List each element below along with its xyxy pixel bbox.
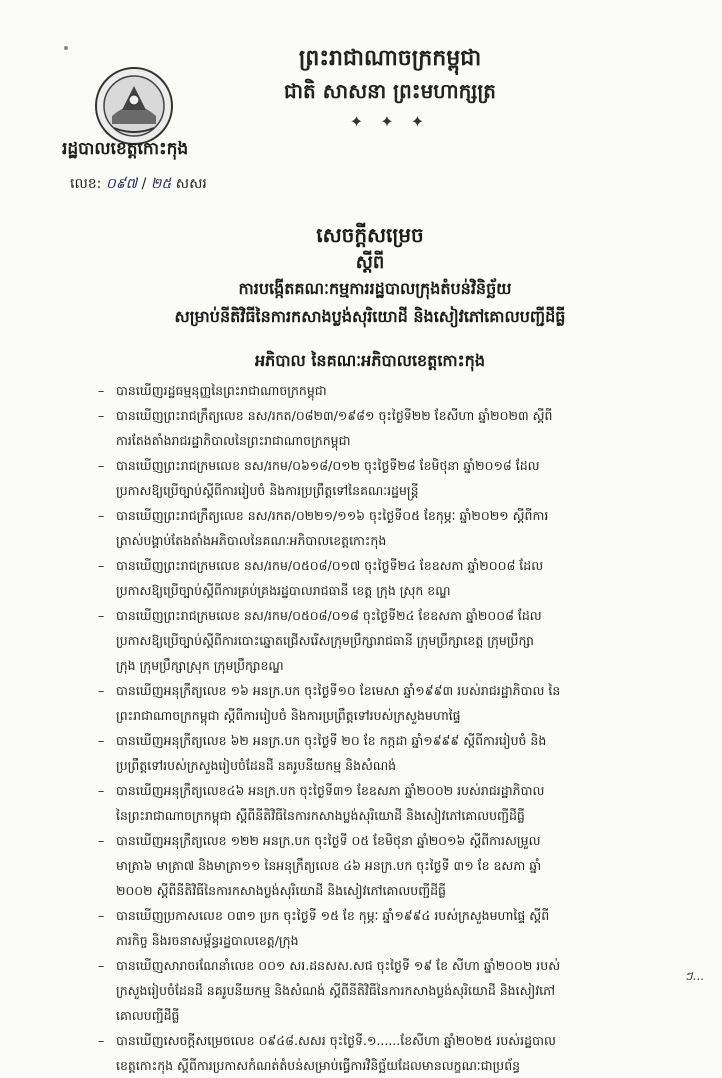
kingdom-title: ព្រះរាជាណាចក្រកម្ពុជា [298, 45, 482, 71]
consideration-line: គោលបញ្ជីដីធ្លី [116, 1008, 180, 1023]
pencil-dot [64, 46, 68, 50]
consideration-line: – បានឃើញអនុក្រឹត្យលេខ៤៦ អនក្រ.បក ចុះថ្ងៃទី៣១ ខែឧសភា ឆ្នាំ២០០២ របស់រាជរដ្ឋាភិបាល [96, 778, 696, 803]
consideration-line: – បានឃើញព្រះរាជក្រមលេខ នស/រកម/០៥០៨/០១៨ ចុះថ្ងៃទី២៤ ខែឧសភា ឆ្នាំ២០០៨ ដែល [96, 603, 696, 628]
consideration-line: ត្រាស់បង្គាប់តែងតាំងអភិបាលនៃគណៈអភិបាលខេត្តកោះកុង [116, 533, 387, 548]
document-heading-1: ការបង្កើតគណៈកម្មការរដ្ឋបាលក្រុងតំបន់វិនិច្ឆ័យ [238, 279, 512, 298]
consideration-line: – បានឃើញសេចក្តីសម្រេចលេខ ០៩៤៨.សសរ ចុះថ្ងៃទី.១......ខែសីហា ឆ្នាំ២០២៥ របស់រដ្ឋបាល [96, 1028, 696, 1053]
consideration-line: ២០០២ ស្តីពីនីតិវិធីនៃការកសាងប្លង់សុរិយោដី និងសៀវភៅគោលបញ្ជីដីធ្លី [116, 883, 446, 898]
consideration-line: – បានឃើញប្រកាសលេខ ០៣១ ប្រក ចុះថ្ងៃទី ១៥ ខែ កុម្ភៈ ឆ្នាំ១៩៩៤ របស់ក្រសួងមហាផ្ទៃ ស្តីពី [96, 903, 696, 928]
consideration-line: នៃព្រះរាជាណាចក្រកម្ពុជា ស្តីពីនីតិវិធីនៃការកសាងប្លង់សុរិយោដី និងសៀវភៅគោលបញ្ជីដីធ្លី [116, 808, 525, 823]
national-motto: ជាតិ សាសនា ព្រះមហាក្សត្រ [284, 79, 496, 103]
consideration-line: ព្រះរាជាណាចក្រកម្ពុជា ស្តីពីការរៀបចំ និងការប្រព្រឹត្តទៅរបស់ក្រសួងមហាផ្ទៃ [116, 708, 461, 723]
consideration-line: ខេត្តកោះកុង ស្តីពីការប្រកាសកំណត់តំបន់សម្រាប់ធ្វើការវិនិច្ឆ័យដែលមានលក្ខណៈជាប្រព័ន្ធ [116, 1058, 521, 1073]
corner-initials: ៗ... [684, 969, 704, 983]
consideration-line: ប្រព្រឹត្តទៅរបស់ក្រសួងរៀបចំដែនដី នគរូបនីយកម្ម និងសំណង់ [116, 758, 397, 773]
consideration-line: – បានឃើញអនុក្រឹត្យលេខ ១២២ អនក្រ.បក ចុះថ្ងៃទី ០៥ ខែមិថុនា ឆ្នាំ២០១៦ ស្តីពីការសម្រួល [96, 828, 696, 853]
provincial-seal-icon [94, 66, 174, 146]
consideration-line: ក្រសួងរៀបចំដែនដី នគរូបនីយកម្ម និងសំណង់ ស្តីពីនីតិវិធីនៃការកសាងប្លង់សុរិយោដី និងសៀវភៅ [116, 983, 556, 998]
issuing-authority: រដ្ឋបាលខេត្តកោះកុង [62, 139, 189, 159]
ref-suffix: សសរ [175, 176, 207, 192]
consideration-line: – បានឃើញអនុក្រឹត្យលេខ ១៦ អនក្រ.បក ចុះថ្ងៃទី១០ ខែមេសា ឆ្នាំ១៩៩៣ របស់រាជរដ្ឋាភិបាល នៃ [96, 678, 696, 703]
consideration-line: – បានឃើញព្រះរាជក្រមលេខ នស/រកម/០៦១៨/០១២ ចុះថ្ងៃទី២៨ ខែមិថុនា ឆ្នាំ២០១៨ ដែល [96, 453, 696, 478]
document-title: សេចក្តីសម្រេច [316, 223, 424, 247]
document-heading-2: សម្រាប់នីតិវិធីនៃការកសាងប្លង់សុរិយោដី និងសៀវភៅគោលបញ្ជីដីធ្លី [174, 307, 566, 326]
consideration-line: ការតែងតាំងរាជរដ្ឋាភិបាលនៃព្រះរាជាណាចក្រកម្ពុជា [116, 433, 351, 448]
consideration-line: – បានឃើញព្រះរាជក្រមលេខ នស/រកម/០៥០៨/០១៧ ចុះថ្ងៃទី២៤ ខែឧសភា ឆ្នាំ២០០៨ ដែល [96, 553, 696, 578]
ornament-divider: ✦ ✦ ✦ [349, 112, 431, 131]
governor-heading: អភិបាល នៃគណៈអភិបាលខេត្តកោះកុង [255, 351, 485, 370]
document-subject-label: ស្តីពី [355, 252, 385, 273]
ref-year: ២៥ [150, 176, 172, 192]
consideration-line: ប្រកាសឱ្យប្រើច្បាប់ស្តីពីការរៀបចំ និងការប្រព្រឹត្តទៅនៃគណៈរដ្ឋមន្ត្រី [116, 483, 419, 498]
consideration-line: – បានឃើញព្រះរាជក្រឹត្យលេខ នស/រកត/០៨២៣/១៩៨១ ចុះថ្ងៃទី២២ ខែសីហា ឆ្នាំ២០២៣ ស្តីពី [96, 403, 696, 428]
consideration-line: – បានឃើញព្រះរាជក្រឹត្យលេខ នស/រកត/០២២១/១១៦ ចុះថ្ងៃទី០៥ ខែកុម្ភៈ ឆ្នាំ២០២១ ស្តីពីការ [96, 503, 696, 528]
consideration-line: មាត្រា៦ មាត្រា៧ និងមាត្រា១១ នៃអនុក្រឹត្យលេខ ៤៦ អនក្រ.បក ចុះថ្ងៃទី ៣១ ខែ ឧសភា ឆ្នាំ [116, 858, 542, 873]
ref-number: ០៩៧ [105, 176, 138, 192]
consideration-line: ប្រកាសឱ្យប្រើច្បាប់ស្តីពីការគ្រប់គ្រងរដ្ឋបាលរាជធានី ខេត្ត ក្រុង ស្រុក ខណ្ឌ [116, 583, 451, 598]
consideration-line: – បានឃើញរដ្ឋធម្មនុញ្ញនៃព្រះរាជាណាចក្រកម្ពុជា [96, 378, 696, 403]
consideration-line: – បានឃើញអនុក្រឹត្យលេខ ៦២ អនក្រ.បក ចុះថ្ងៃទី ២០ ខែ កក្កដា ឆ្នាំ១៩៩៩ ស្តីពីការរៀបចំ និង [96, 728, 696, 753]
reference-number: លេខ: ០៩៧ / ២៥ សសរ [70, 176, 207, 192]
consideration-line: – បានឃើញសារាចរណែនាំលេខ ០០១ សរ.ដនសស.សជ ចុះថ្ងៃទី ១៩ ខែ សីហា ឆ្នាំ២០០២ របស់ [96, 953, 696, 978]
ref-label: លេខ: [70, 176, 102, 192]
consideration-line: ក្រុង ក្រុមប្រឹក្សាស្រុក ក្រុមប្រឹក្សាខណ្ឌ [116, 658, 284, 673]
consideration-line: ភារកិច្ច និងរចនាសម្ព័ន្ធរដ្ឋបាលខេត្ត/ក្រុង [116, 933, 299, 948]
consideration-line: ប្រកាសឱ្យប្រើច្បាប់ស្តីពីការបោះឆ្នោតជ្រើសរើសក្រុមប្រឹក្សារាជធានី ក្រុមប្រឹក្សាខេត្ត ក្រុមប្រឹក្សា [116, 633, 534, 648]
considerations-list [96, 378, 696, 1078]
